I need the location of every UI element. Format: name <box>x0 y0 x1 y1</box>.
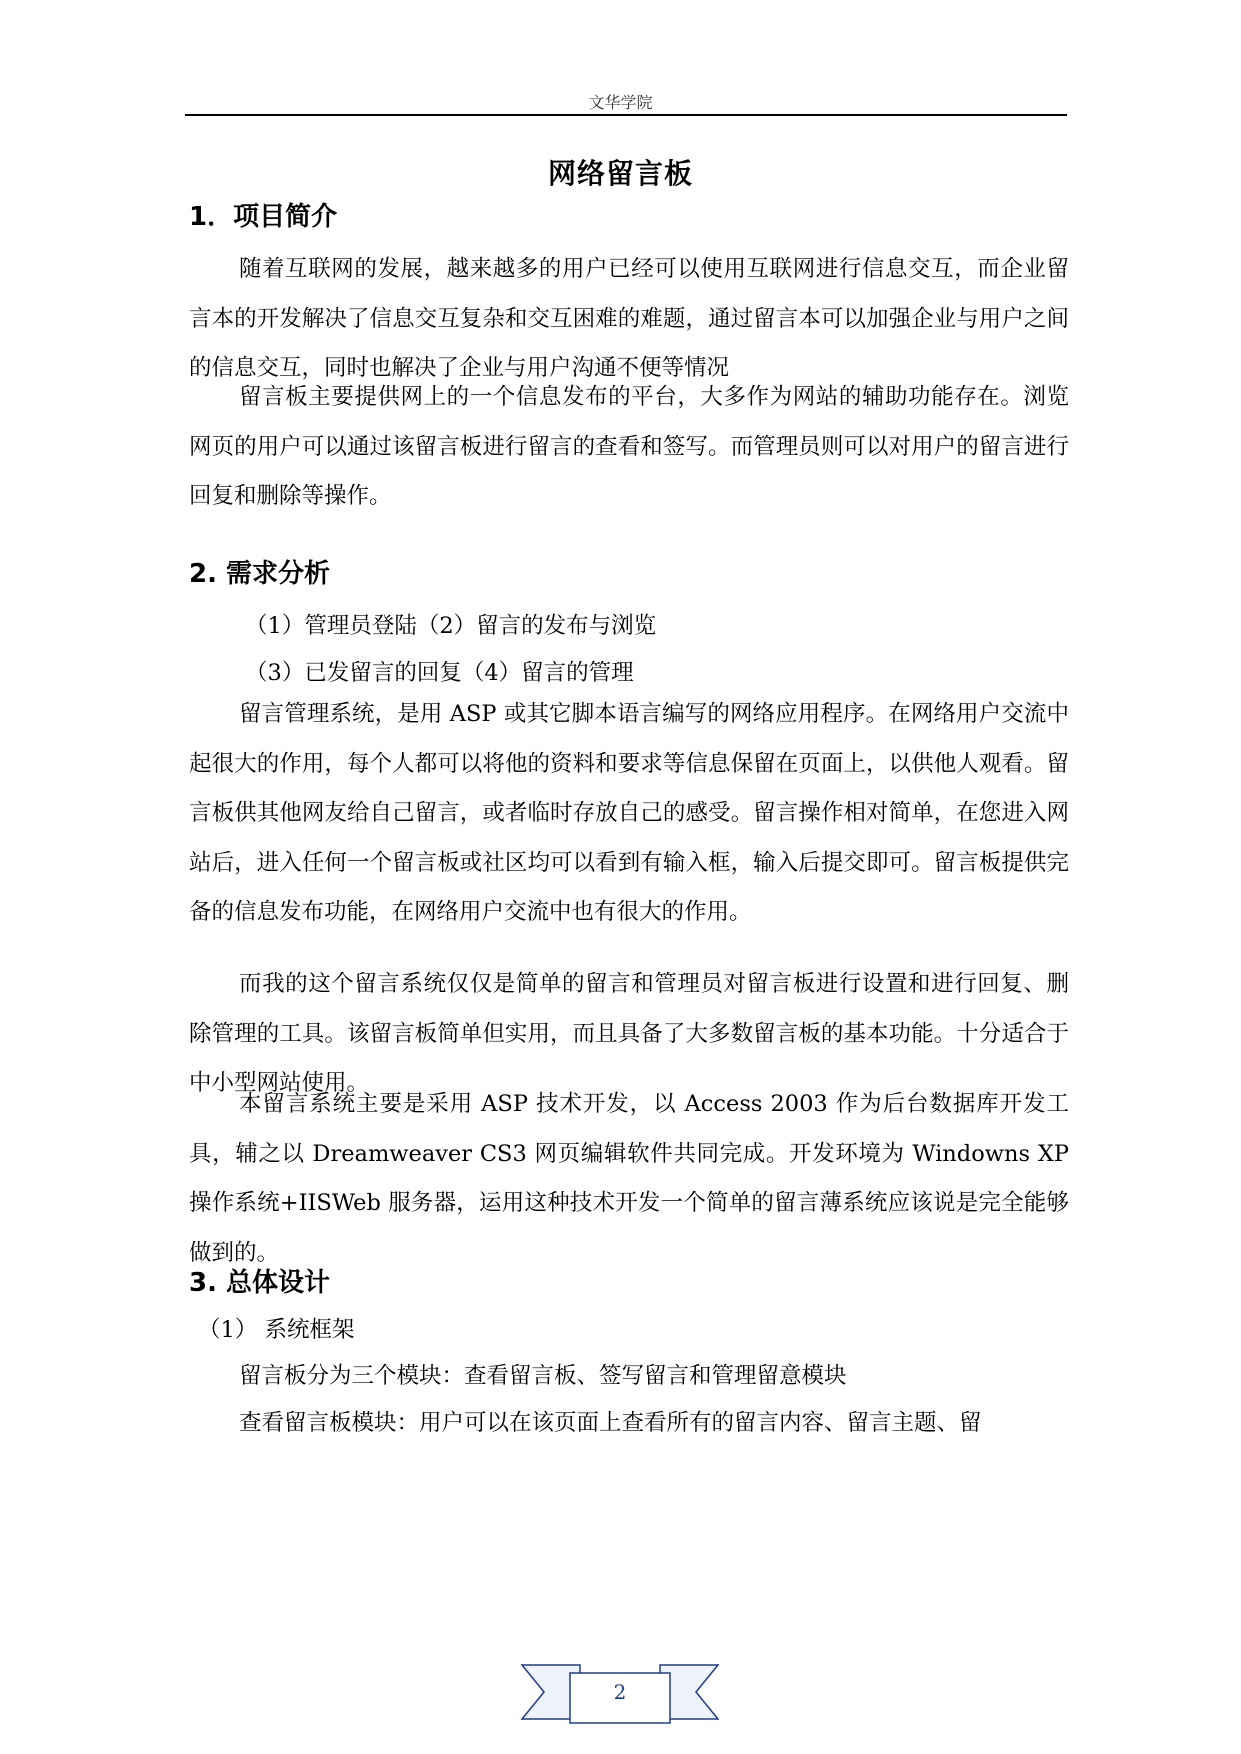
section-3-paragraph-2: 查看留言板模块：用户可以在该页面上查看所有的留言内容、留言主题、留 <box>239 1410 982 1436</box>
section-2-paragraph-2: 而我的这个留言系统仅仅是简单的留言和管理员对留言板进行设置和进行回复、删除管理的工具。该留言板简单但实用，而且具备了大多数留言板的基本功能。十分适合于中小型网站使用。 <box>189 971 1069 1096</box>
requirements-line-2: （3）已发留言的回复（4）留言的管理 <box>245 660 634 686</box>
section-2-paragraph-3: 本留言系统主要是采用 ASP 技术开发，以 Access 2003 作为后台数据库开发工具，辅之以 Dreamweaver CS3 网页编辑软件共同完成。开发环境为 Windowns XP 操作系统+IISWeb 服务器，运用这种技术开发一个简单的留言薄系统应该说是完全能够做到的。 <box>189 1091 1069 1266</box>
section-1-paragraph-1: 随着互联网的发展，越来越多的用户已经可以使用互联网进行信息交互，而企业留言本的开发解决了信息交互复杂和交互困难的难题，通过留言本可以加强企业与用户之间的信息交互，同时也解决了企业与用户沟通不便等情况 <box>189 256 1069 381</box>
section-3-subheading: （1） 系统框架 <box>198 1317 355 1343</box>
requirements-line-1: （1）管理员登陆（2）留言的发布与浏览 <box>245 613 657 639</box>
section-1-heading: 1．项目简介 <box>189 202 338 232</box>
section-2-paragraph-1: 留言管理系统，是用 ASP 或其它脚本语言编写的网络应用程序。在网络用户交流中起很大的作用，每个人都可以将他的资料和要求等信息保留在页面上，以供他人观看。留言板供其他网友给自己留言，或者临时存放自己的感受。留言操作相对简单，在您进入网站后，进入任何一个留言板或社区均可以看到有输入框，输入后提交即可。留言板提供完备的信息发布功能，在网络用户交流中也有很大的作用。 <box>189 701 1069 925</box>
header-institution: 文华学院 <box>588 93 653 112</box>
section-1-paragraph-2: 留言板主要提供网上的一个信息发布的平台，大多作为网站的辅助功能存在。浏览网页的用户可以通过该留言板进行留言的查看和签写。而管理员则可以对用户的留言进行回复和删除等操作。 <box>189 384 1069 509</box>
document-title: 网络留言板 <box>547 157 693 190</box>
page-number: 2 <box>613 1680 627 1704</box>
section-2-heading: 2. 需求分析 <box>189 559 331 589</box>
header-rule <box>185 114 1067 116</box>
section-3-paragraph-1: 留言板分为三个模块：查看留言板、签写留言和管理留意模块 <box>239 1363 847 1389</box>
section-3-heading: 3. 总体设计 <box>189 1268 331 1298</box>
